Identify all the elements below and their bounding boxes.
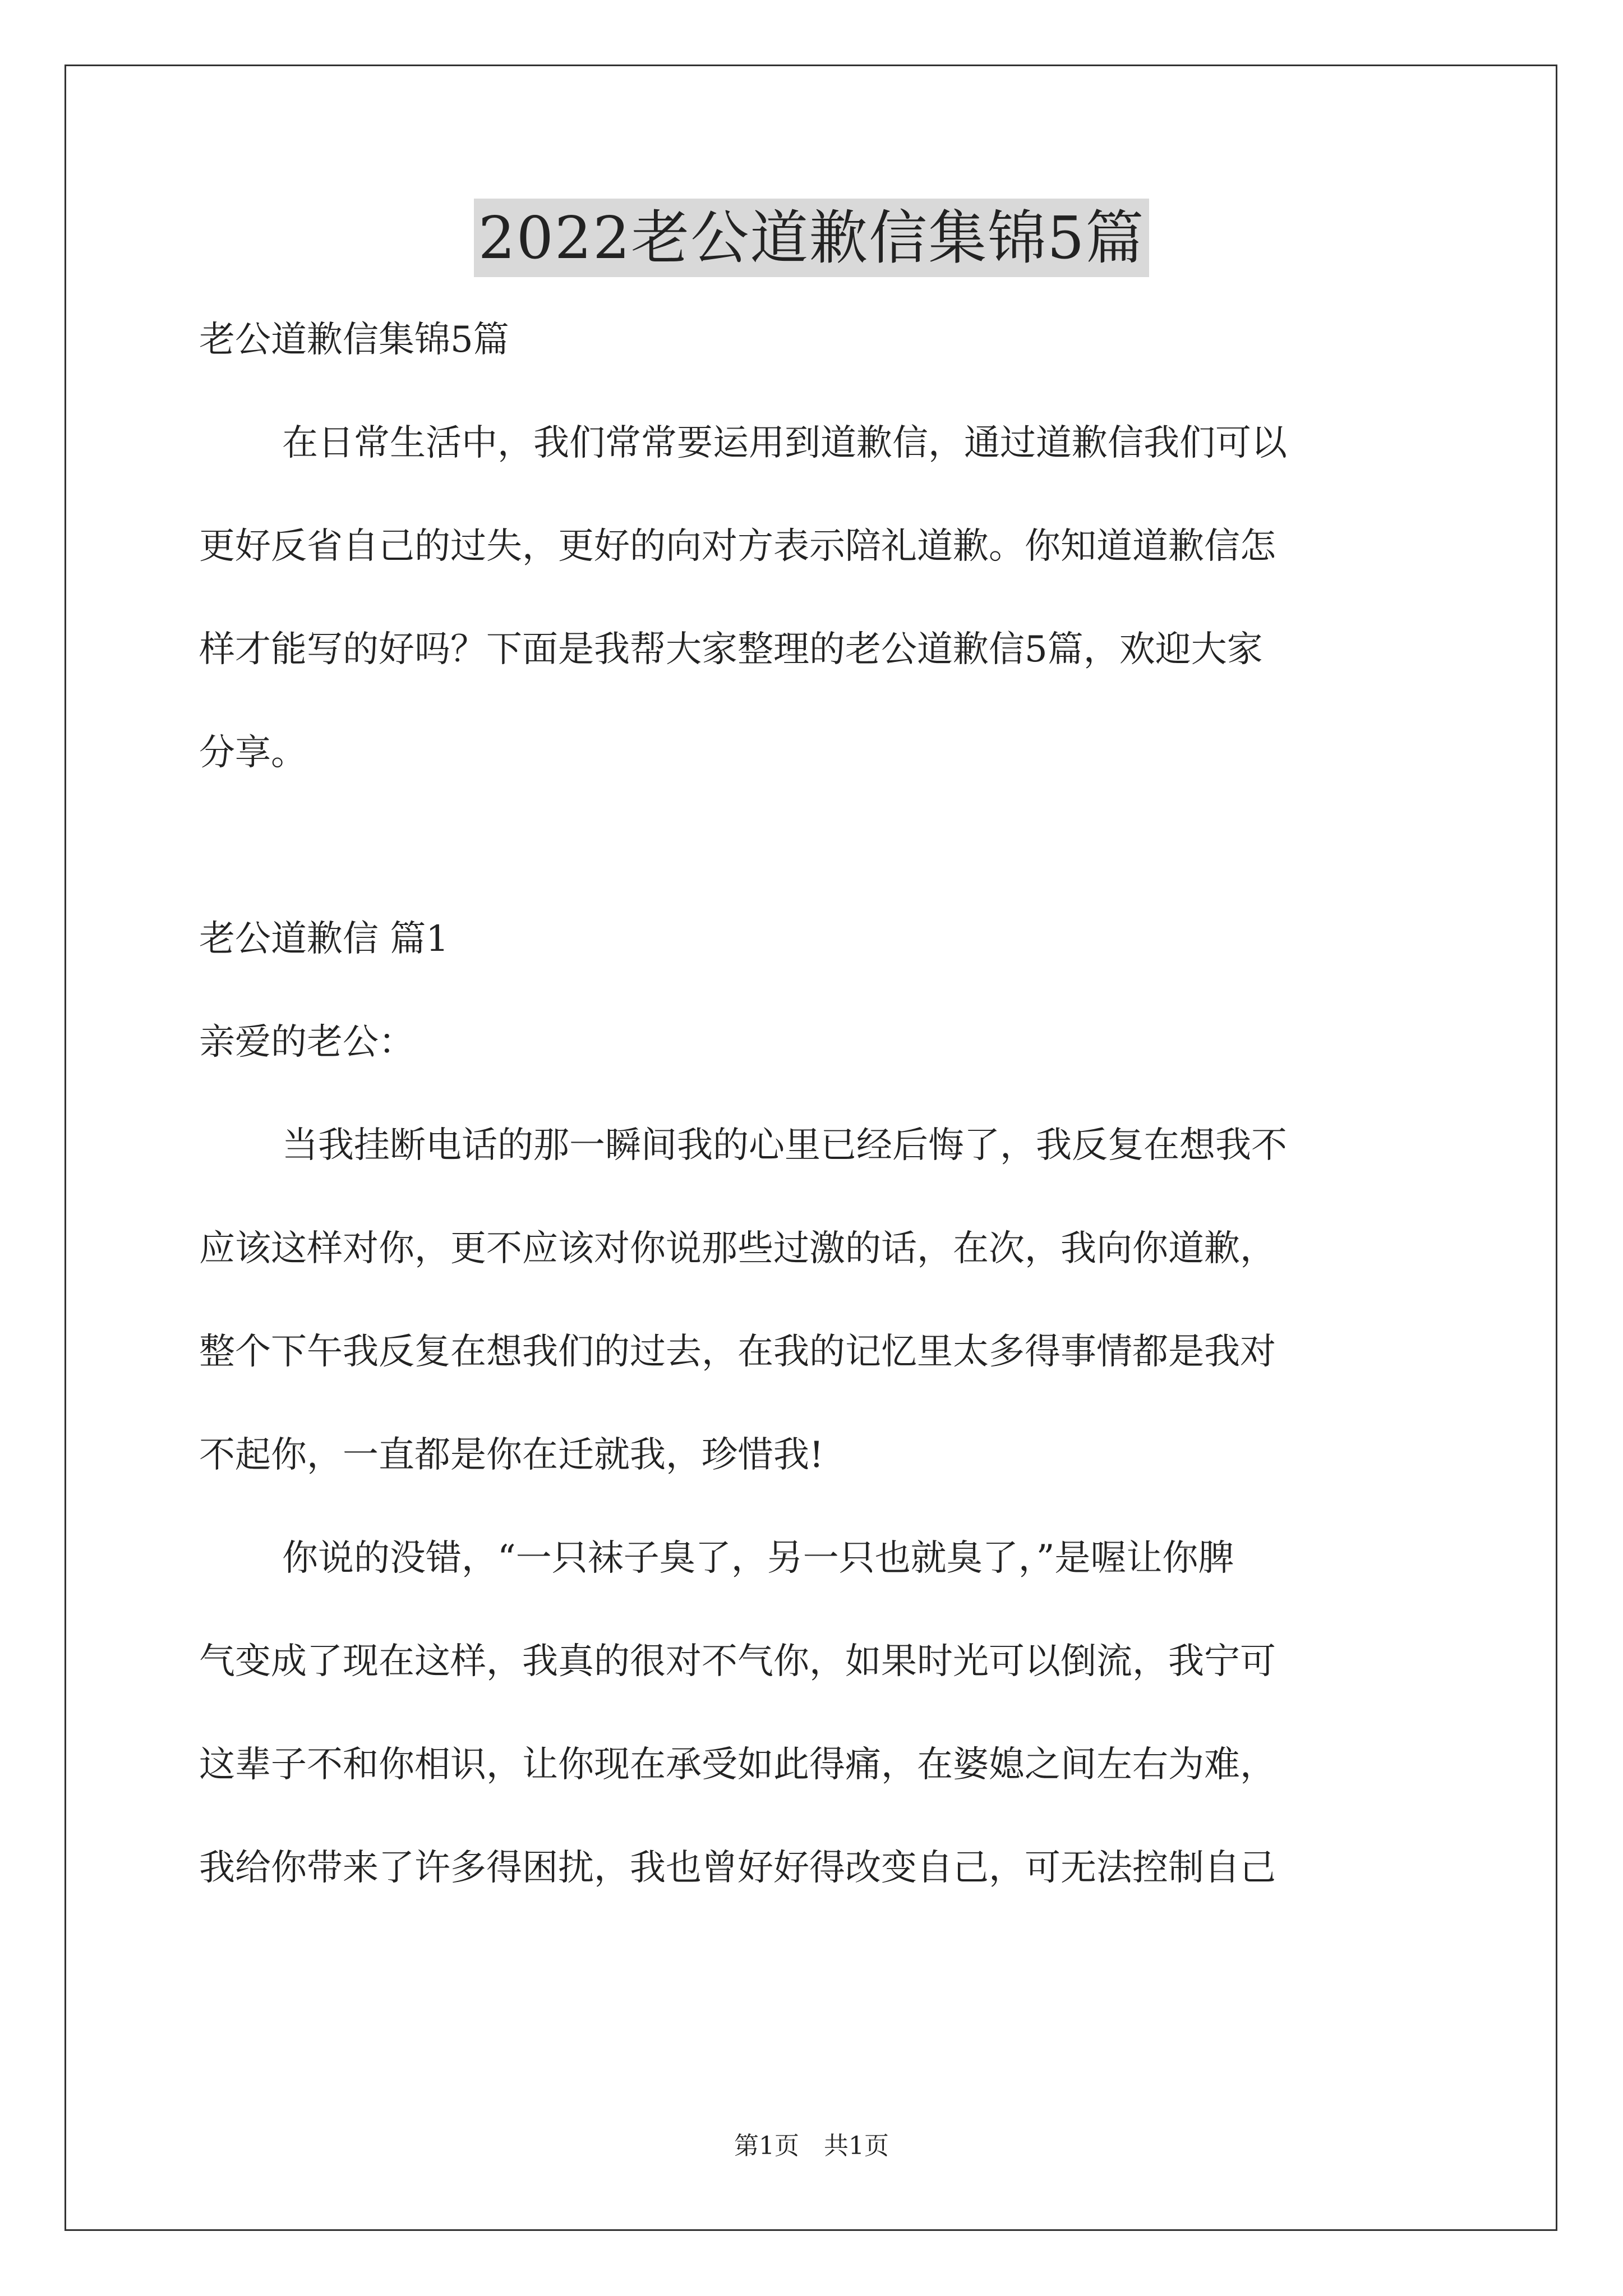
salutation: 亲爱的老公： — [199, 1022, 414, 1063]
intro-line: 分享。 — [199, 732, 307, 774]
paragraph-line: 整个下午我反复在想我们的过去，在我的记忆里太多得事情都是我对 — [199, 1331, 1276, 1373]
intro-line: 在日常生活中，我们常常要运用到道歉信，通过道歉信我们可以 — [282, 422, 1287, 464]
paragraph-line: 应该这样对你，更不应该对你说那些过激的话，在次，我向你道歉， — [199, 1228, 1276, 1269]
paragraph-line: 你说的没错，“一只袜子臭了，另一只也就臭了，”是喔让你脾 — [282, 1538, 1234, 1579]
paragraph-line: 我给你带来了许多得困扰，我也曾好好得改变自己，可无法控制自己 — [199, 1847, 1276, 1889]
paragraph-line: 当我挂断电话的那一瞬间我的心里已经后悔了，我反复在想我不 — [282, 1125, 1287, 1166]
section-heading: 老公道歉信 篇1 — [199, 918, 449, 960]
title-container — [0, 199, 1623, 277]
page-footer: 第1页 共1页 — [734, 2132, 889, 2160]
document-title: 2022老公道歉信集锦5篇 — [474, 199, 1150, 277]
letter-paragraph-1 — [199, 1120, 1424, 1481]
document-body — [199, 314, 1424, 1894]
intro-line: 样才能写的好吗？下面是我帮大家整理的老公道歉信5篇，欢迎大家 — [199, 629, 1263, 670]
subtitle: 老公道歉信集锦5篇 — [199, 319, 509, 361]
paragraph-line: 这辈子不和你相识，让你现在承受如此得痛，在婆媳之间左右为难， — [199, 1744, 1276, 1786]
intro-line: 更好反省自己的过失，更好的向对方表示陪礼道歉。你知道道歉信怎 — [199, 526, 1276, 567]
paragraph-line: 不起你，一直都是你在迁就我，珍惜我! — [199, 1434, 824, 1476]
paragraph-line: 气变成了现在这样，我真的很对不气你，如果时光可以倒流，我宁可 — [199, 1641, 1276, 1682]
intro-paragraph — [199, 417, 1424, 779]
letter-paragraph-2 — [199, 1533, 1424, 1894]
